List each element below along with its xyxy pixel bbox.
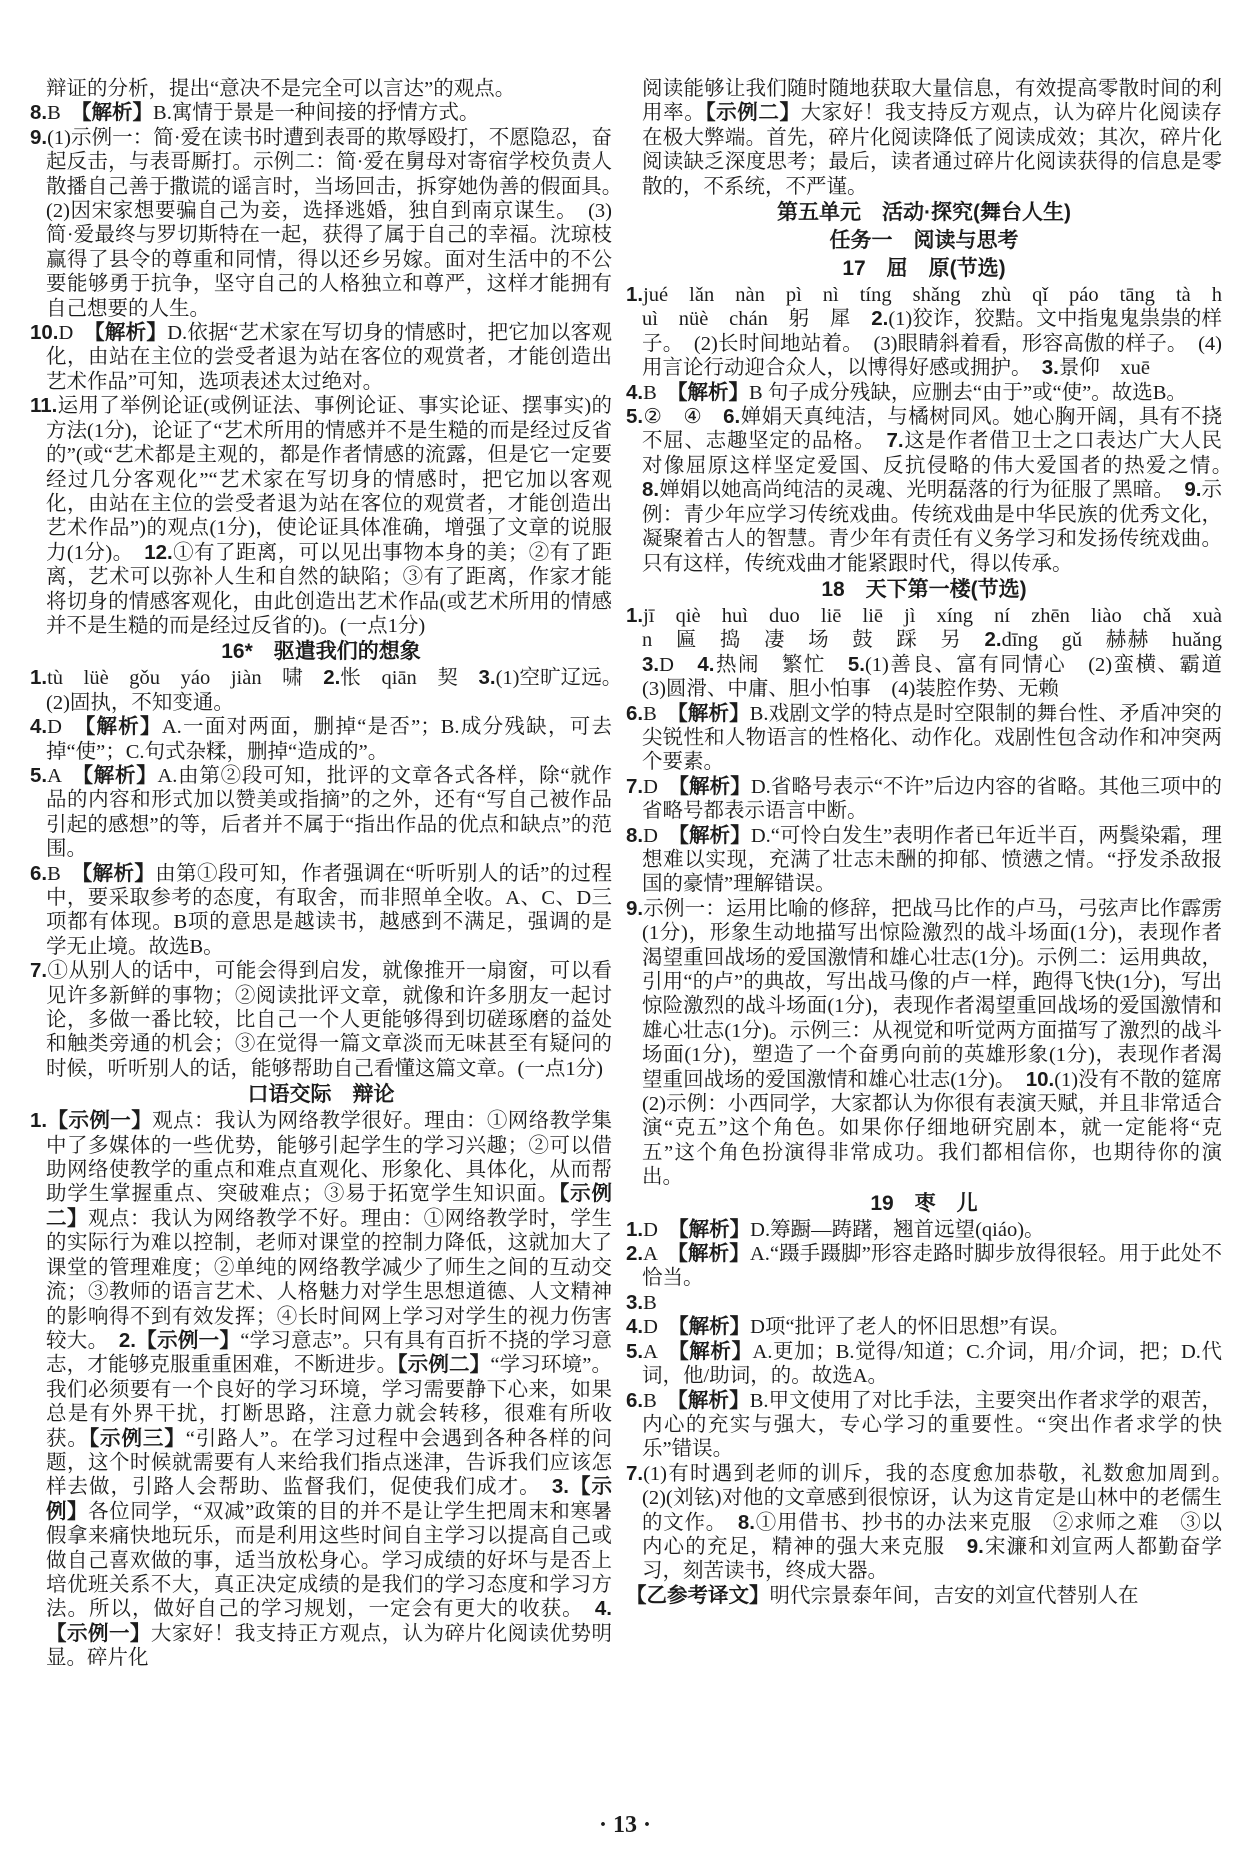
answer-label: 3. xyxy=(478,666,496,690)
answer-text: B xyxy=(643,1389,678,1412)
answer-item xyxy=(30,1109,612,1670)
answer-text: 热闹 繁忙 xyxy=(714,653,848,676)
answer-label: 10. xyxy=(1025,1067,1055,1091)
answer-label: 【解析】 xyxy=(677,380,750,404)
section-heading: 任务一 阅读与思考 xyxy=(829,229,1019,253)
answer-label: 7. xyxy=(626,774,644,798)
answer-item xyxy=(30,321,612,394)
answer-text: 示例：青少年应学习传统戏曲。传统戏曲是中华民族的优秀文化，凝聚着古人的智慧。青少年有责任有义务学习和发扬传统戏曲。只有这样，传统戏曲才能紧跟时代，得以传承。 xyxy=(642,479,1223,575)
answer-label: 【示例一】 xyxy=(136,1328,241,1352)
answer-item xyxy=(626,775,1222,824)
answer-text: D xyxy=(58,322,95,345)
answer-label: 4. xyxy=(697,652,715,676)
answer-text: A xyxy=(643,1340,679,1363)
answer-label: 2. xyxy=(871,307,889,331)
answer-label: 5. xyxy=(626,405,644,429)
answer-text: D xyxy=(659,653,698,676)
continued-answer-text xyxy=(30,77,612,101)
answer-label: 3. xyxy=(551,1475,569,1499)
answer-item xyxy=(626,1242,1222,1291)
answer-item xyxy=(626,603,1243,702)
answer-label: 1. xyxy=(30,666,48,690)
answer-text: A xyxy=(47,764,83,787)
answer-label: 4. xyxy=(626,380,644,404)
answer-label: 7. xyxy=(626,1461,644,1485)
answer-text: B xyxy=(643,1291,657,1314)
answer-text: 观点：我认为网络教学很好。理由：①网络教学集中了多媒体的一些优势，能够引起学生的学习兴趣；②可以借助网络使教学的重点和难点直观化、形象化、具体化，从而帮助学生掌握重点、突破难点；③易于拓宽学生知识面。 xyxy=(46,1110,612,1206)
answer-item xyxy=(626,702,1222,775)
answer-label: 5. xyxy=(847,652,865,676)
section-heading: 17 屈 原(节选) xyxy=(842,257,1006,281)
answer-text: B xyxy=(643,702,678,725)
right-column xyxy=(626,77,1243,1608)
answer-label: 7. xyxy=(30,959,48,983)
answer-label: 【乙参考译文】 xyxy=(626,1583,770,1607)
answer-label: 【解析】 xyxy=(82,861,156,885)
answer-label: 【解析】 xyxy=(94,321,168,345)
answer-label: 3. xyxy=(642,652,660,676)
answer-text: “学习环境”。我们必须要有一个良好的学习环境，学习需要静下心来，如果总是有外界干扰，打断思路，注意力就会转移，很难有所收获。 xyxy=(46,1354,612,1450)
answer-item xyxy=(626,1340,1222,1389)
answer-text: 大家好！我支持正方观点，认为碎片化阅读优势明显。碎片化 xyxy=(46,1622,613,1670)
answer-label: 8. xyxy=(30,101,48,125)
answer-text: jī qiè huì duo liē liē jì xíng ní zhēn liào chǎ xuàn 匾 捣 凄 场 鼓 踩 另 xyxy=(642,604,1222,652)
answer-label: 6. xyxy=(626,701,644,725)
answer-text: 这是作者借卫士之口表达广大人民对像屈原这样坚定爱国、反抗侵略的伟大爱国者的热爱之情。 xyxy=(642,430,1243,477)
answer-text: B.寓情于景是一种间接的抒情方式。 xyxy=(153,102,480,125)
answer-text: B 句子成分残缺，应删去“由于”或“使”。故选B。 xyxy=(749,381,1187,404)
answer-text: A.更加；B.觉得/知道；C.介词，用/介词，把；D.代词，他/助词，的。故选A。 xyxy=(642,1340,1222,1388)
answer-text: 婵娟以她高尚纯洁的灵魂、光明磊落的行为征服了黑暗。 xyxy=(659,479,1185,502)
answer-text: D xyxy=(643,1218,679,1241)
answer-label: 【示例】 xyxy=(46,1475,613,1523)
answer-label: 7. xyxy=(886,429,904,453)
answer-text: (1)示例一：简·爱在读书时遭到表哥的欺辱殴打，不愿隐忍，奋起反击，与表哥厮打。示例二：简·爱在舅母对寄宿学校负责人散播自己善于撒谎的谣言时，当场回击，拆穿她伪善的假面具。 (2)因宋家想要骗自己为妾，选择逃婚，独自到南京谋生。 (3)简·爱最终与罗切斯特在一起，获得了属于自己的幸福。沈琼枝赢得了县令的尊重和同情，得以还乡另嫁。面对生活中的不公要能够勇于抗争，坚守自己的人格独立和尊严，这样才能拥有自己想要的人生。 xyxy=(46,126,633,320)
answer-text: D xyxy=(47,716,85,739)
answer-text: 明代宗景泰年间，吉安的刘宣代替别人在 xyxy=(769,1584,1139,1607)
answer-text: ①从别人的话中，可能会得到启发，就像推开一扇窗，可以看见许多新鲜的事物；②阅读批评文章，就像和许多朋友一起讨论，多做一番比较，比自己一个人更能够得到切磋琢磨的益处和触类旁通的机会；③在觉得一篇文章淡而无味甚至有疑问的时候，听听别人的话，能够帮助自己看懂这篇文章。(一点1分) xyxy=(46,960,612,1080)
answer-text: jué lǎn nàn pì nì tíng shǎng zhù qǐ páo tāng tà huì nüè chán 躬 犀 xyxy=(642,284,1222,331)
answer-text: 景仰 xuē xyxy=(1058,357,1150,380)
section-heading: 18 天下第一楼(节选) xyxy=(821,577,1027,601)
answer-text: D项“批评了老人的怀旧思想”有误。 xyxy=(750,1316,1071,1339)
answer-label: 2. xyxy=(323,666,341,690)
answer-text: tù lüè gǒu yáo jiàn 啸 xyxy=(47,667,324,690)
answer-label: 5. xyxy=(626,1339,644,1363)
answer-text: 婵娟天真纯洁，与橘树同风。她心胸开阔，具有不挠不屈、志趣坚定的品格。 xyxy=(642,406,1222,453)
answer-label: 6. xyxy=(723,405,741,429)
answer-text: ①有了距离，可以见出事物本身的美；②有了距离，艺术可以弥补人生和自然的缺陷；③有了距离，作家才能将切身的情感客观化，由此创造出艺术作品(或艺术所用的情感并不是生糙的而是经过反省的)。(一点1分) xyxy=(46,541,613,637)
answer-label: 【解析】 xyxy=(82,763,158,787)
answer-text: 阅读能够让我们随时随地获取大量信息，有效提高零散时间的利用率。 xyxy=(642,78,1222,125)
answer-text: (1)狡诈，狡黠。文中指鬼鬼祟祟的样子。 (2)长时间地站着。 (3)眼睛斜着看，形容高傲的样子。 (4)用言论行动迎合众人，以博得好感或拥护。 xyxy=(642,308,1223,380)
section-heading: 第五单元 活动·探究(舞台人生) xyxy=(777,201,1071,225)
answer-label: 【示例二】 xyxy=(705,101,801,125)
answer-text: (1)空旷辽远。 (2)固执，不知变通。 xyxy=(46,667,633,714)
answer-label: 3. xyxy=(1041,356,1059,380)
answer-text: ①用借书、抄书的办法来克服 ②求师之难 ③以内心的充足，精神的强大来克服 xyxy=(642,1511,1223,1558)
answer-text: D.“可怜白发生”表明作者已年近半百，两鬓染霜，理想难以实现，充满了壮志未酬的抑郁、愤懑之情。“抒发杀敌报国的豪情”理解错误。 xyxy=(642,824,1223,896)
answer-text: A.“蹑手蹑脚”形容走路时脚步放得很轻。用于此处不恰当。 xyxy=(642,1243,1222,1290)
answer-item xyxy=(626,381,1222,405)
answer-item xyxy=(30,125,633,321)
answer-label: 11. xyxy=(30,394,58,418)
answer-text: D.筹蹰—踌躇，翘首远望(qiáo)。 xyxy=(750,1218,1045,1241)
answer-label: 1. xyxy=(626,283,644,307)
answer-label: 【解析】 xyxy=(678,1339,753,1363)
answer-text: 大家好！我支持反方观点，认为碎片化阅读存在极大弊端。首先，碎片化阅读降低了阅读成效；其次，碎片化阅读缺乏深度思考；最后，读者通过碎片化阅读获得的信息是零散的，不系统，不严谨。 xyxy=(642,102,1223,198)
answer-text: D.省略号表示“不许”后边内容的省略。其他三项中的省略号都表示语言中断。 xyxy=(642,775,1222,823)
answer-item xyxy=(30,764,612,862)
answer-label: 4. xyxy=(626,1315,644,1339)
answer-text: “引路人”。在学习过程中会遇到各种各样的问题，这个时候就需要有人来给我们指点迷津，告诉我们应该怎样去做，引路人会帮助、监督我们，促使我们成才。 xyxy=(46,1427,612,1499)
answer-item xyxy=(626,405,1243,576)
answer-item xyxy=(30,959,612,1081)
answer-text: 怅 qiān 契 xyxy=(340,667,479,690)
answer-text: 辩证的分析，提出“意决不是完全可以言达”的观点。 xyxy=(46,78,516,100)
answer-text: D xyxy=(643,824,679,847)
answer-label: 1. xyxy=(626,603,644,627)
answer-label: 【示例三】 xyxy=(88,1426,186,1450)
answer-text: (1)善良、富有同情心 (2)蛮横、霸道 (3)圆滑、中庸、胆小怕事 (4)装腔作势、无赖 xyxy=(642,653,1243,701)
answer-item xyxy=(30,101,612,125)
answer-label: 4. xyxy=(594,1597,612,1621)
answer-label: 2. xyxy=(626,1242,644,1266)
answer-label: 【解析】 xyxy=(677,1242,750,1266)
answer-text: B xyxy=(47,862,83,885)
answer-label: 5. xyxy=(30,763,48,787)
answer-label: 4. xyxy=(30,715,48,739)
answer-text: A.一面对两面，删掉“是否”；B.成分残缺，可去掉“使”；C.句式杂糅，删掉“造成的”。 xyxy=(46,716,612,763)
answer-item xyxy=(626,1584,1222,1608)
continued-answer-text xyxy=(626,77,1222,199)
answer-label: 6. xyxy=(626,1388,644,1412)
answer-text: “学习意志”。只有具有百折不挠的学习意志，才能够克服重重困难，不断进步。 xyxy=(46,1329,613,1377)
answer-label: 【解析】 xyxy=(677,701,750,725)
answer-label: 1. xyxy=(30,1109,48,1133)
answer-label: 【解析】 xyxy=(81,101,154,125)
answer-text: A xyxy=(643,1243,678,1266)
answer-text: (1)有时遇到老师的训斥，我的态度愈加恭敬，礼数愈加周到。 (2)(刘铉)对他的文章感到很惊讶，认为这肯定是山林中的老儒生的文作。 xyxy=(642,1462,1243,1534)
answer-text: B.戏剧文学的特点是时空限制的舞台性、矛盾冲突的尖锐性和人物语言的性格化、动作化。戏剧性包含动作和冲突两个要素。 xyxy=(642,702,1222,774)
answer-item xyxy=(30,394,612,638)
answer-text: B.甲文使用了对比手法，主要突出作者求学的艰苦，内心的充实与强大，专心学习的重要性。“突出作者求学的快乐”错误。 xyxy=(642,1389,1222,1461)
answer-text: 示例一：运用比喻的修辞，把战马比作的卢马，弓弦声比作霹雳(1分)，形象生动地描写出惊险激烈的战斗场面(1分)，表现作者渴望重回战场的爱国激情和雄心壮志(1分)。示例二：运用典故，引用“的卢”的典故，写出战马像的卢一样，跑得飞快(1分)，写出惊险激烈的战斗场面(1分)，表现作者渴望重回战场的爱国激情和雄心壮志(1分)。示例三：从视觉和听觉两方面描写了激烈的战斗场面(1分)，塑造了一个奋勇向前的英雄形象(1分)，表现作者渴望重回战场的爱国激情和雄心壮志(1分)。 xyxy=(642,897,1222,1091)
answer-text: 观点：我认为网络教学不好。理由：①网络教学时，学生的实际行为难以控制，老师对课堂的控制力降低，这就加大了课堂的管理难度；②单纯的网络教学减少了师生之间的互动交流；③教师的语言艺术、人格魅力对学生思想道德、人文精神的影响得不到有效发挥；④长时间网上学习对学生的视力伤害较大。 xyxy=(46,1207,613,1352)
answer-label: 8. xyxy=(737,1510,755,1534)
answer-text: A.由第②段可知，批评的文章各式各样，除“就作品的内容和形式加以赞美或指摘”的之外，还有“写自己被作品引起的感想”的等，后者并不属于“指出作品的优点和缺点”的范围。 xyxy=(46,764,612,861)
left-column xyxy=(30,77,633,1671)
answer-label: 【解析】 xyxy=(678,1315,751,1339)
answer-label: 12. xyxy=(144,540,173,564)
answer-item xyxy=(626,1291,1222,1315)
answer-label: 3. xyxy=(626,1290,644,1314)
answer-text: 由第①段可知，作者强调在“听听别人的话”的过程中，要采取参考的态度，有取舍，而非照单全收。A、C、D三项都有体现。B项的意思是越读书，越感到不满足，强调的是学无止境。故选B。 xyxy=(46,862,612,958)
answer-label: 1. xyxy=(626,1217,644,1241)
answer-label: 【解析】 xyxy=(84,715,162,739)
answer-text: 各位同学，“双减”政策的目的并不是让学生把周末和寒暑假拿来痛快地玩乐，而是利用这些时间自主学习以提高自己或做自己喜欢做的事，适当放松身心。学习成绩的好坏与是否上培优班关系不大，真正决定成绩的是我们的学习态度和学习方法。所以，做好自己的学习规划，一定会有更大的收获。 xyxy=(46,1500,613,1621)
answer-item xyxy=(30,862,612,960)
answer-text: dīng gǔ 赫赫 huǎng xyxy=(1001,629,1243,652)
answer-text: D xyxy=(643,775,679,798)
section-heading: 口语交际 辩论 xyxy=(247,1083,395,1107)
answer-text: D.依据“艺术家在写切身的情感时，把它加以客观化，由站在主位的尝受者退为站在客位的观赏者，才能创造出艺术作品”可知，选项表述太过绝对。 xyxy=(46,322,613,393)
answer-label: 9. xyxy=(626,896,644,920)
answer-text: 运用了举例论证(或例证法、事例论证、事实论证、摆事实)的方法(1分)，论证了“艺术所用的情感并不是生糙的而是经过反省的”(或“艺术都是主观的，都是作者情感的流露，但是它一定要经过几分客观化”“艺术家在写切身的情感时，把它加以客观化，由站在主位的尝受者退为站在客位的观赏者，才能创造出艺术作品”)的观点(1分)，使论证具体准确，增强了文章的说服力(1分)。 xyxy=(46,395,613,564)
answer-label: 【解析】 xyxy=(678,823,751,847)
answer-item xyxy=(626,1461,1243,1584)
answer-label: 【解析】 xyxy=(678,1217,751,1241)
answer-text: D xyxy=(643,1316,679,1339)
answer-label: 10. xyxy=(30,321,59,345)
answer-label: 【解析】 xyxy=(678,774,751,798)
answer-label: 【示例一】 xyxy=(47,1109,153,1133)
answer-item xyxy=(626,1315,1222,1339)
answer-text: 宋濂和刘宣两人都勤奋学习，刻苦读书，终成大器。 xyxy=(642,1535,1223,1583)
answer-label: 6. xyxy=(30,861,48,885)
answer-label: 8. xyxy=(626,823,644,847)
answer-text: B xyxy=(47,102,82,125)
answer-label: 9. xyxy=(30,125,48,149)
answer-text: (1)没有不散的筵席 (2)示例：小西同学，大家都认为你很有表演天赋，并且非常适合演“克五”这个角色。如果你仔细地研究剧本，就一定能将“克五”这个角色扮演得非常成功。我们都相信你，也期待你的演出。 xyxy=(642,1068,1243,1189)
answer-label: 【示例二】 xyxy=(46,1182,612,1230)
page-number: · 13 · xyxy=(598,1812,651,1838)
answer-item xyxy=(626,283,1222,381)
answer-text: ② ④ xyxy=(643,406,724,429)
answer-label: 9. xyxy=(966,1534,984,1558)
answer-label: 【解析】 xyxy=(677,1388,750,1412)
answer-label: 【示例一】 xyxy=(46,1621,151,1645)
answer-text: B xyxy=(643,381,678,404)
answer-label: 2. xyxy=(984,628,1002,652)
answer-item xyxy=(30,715,612,764)
answer-item xyxy=(626,1218,1222,1242)
answer-item xyxy=(626,1389,1222,1462)
answer-label: 【示例二】 xyxy=(397,1353,491,1377)
section-heading: 16* 驱遣我们的想象 xyxy=(221,640,421,664)
answer-item xyxy=(626,824,1222,897)
answer-item xyxy=(626,896,1243,1190)
answer-item xyxy=(30,666,633,715)
section-heading: 19 枣 儿 xyxy=(870,1191,978,1215)
answer-label: 8. xyxy=(642,478,660,502)
answer-label: 9. xyxy=(1184,478,1202,502)
answer-label: 2. xyxy=(118,1328,136,1352)
